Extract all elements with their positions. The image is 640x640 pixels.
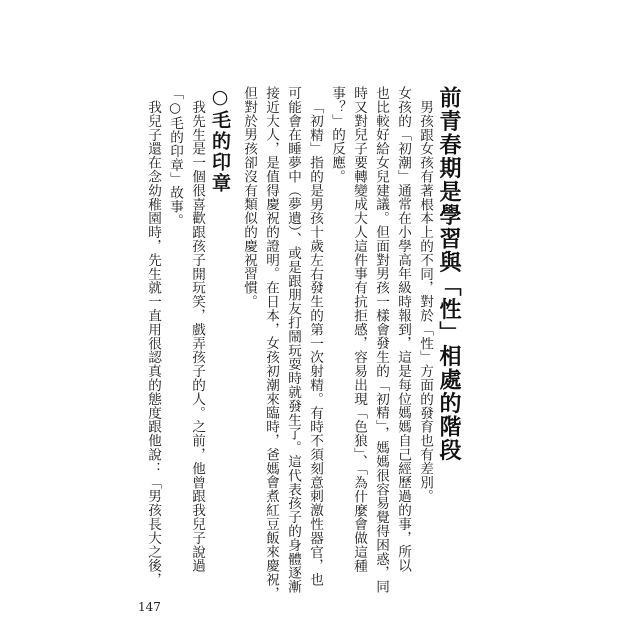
paragraph-line: 我兒子還在念幼稚園時，先生就一直用很認真的態度跟他說：「男孩長大之後， — [145, 100, 161, 587]
paragraph-line: 我先生是一個很喜歡跟孩子開玩笑，戲弄孩子的人。之前，他曾跟我兒子說過 — [189, 100, 205, 573]
paragraph-line: 可能會在睡夢中（夢遺）、或是跟朋友打鬧玩耍時就發生了。這代表孩子的身體逐漸 — [285, 86, 301, 594]
subheading: ○毛的印章 — [209, 86, 231, 194]
section-heading: 前青春期是學習與「性」相處的階段 — [436, 86, 461, 462]
paragraph-line: 「初精」指的是男孩十歲左右發生的第一次射精。有時不須刻意刺激性器官，也 — [307, 100, 323, 587]
paragraph-line: 事？」的反應。 — [329, 86, 345, 184]
paragraph-line: 時又對兒子要轉變成大人這件事有抗拒感，容易出現「色狼」、「為什麼會做這種 — [351, 86, 367, 573]
paragraph-line: 男孩跟女孩有著根本上的不同，對於「性」方面的發育也有差別。 — [417, 100, 433, 504]
paragraph-line: 也比較好給女兒建議。但面對男孩一樣會發生的「初精」，媽媽很容易覺得困惑，同 — [373, 86, 389, 594]
paragraph-line: 但對於男孩卻沒有類似的慶祝習慣。 — [241, 86, 257, 309]
paragraph-line: 女孩的「初潮」通常在小學高年級時報到，這是每位媽媽自己經歷過的事，所以 — [395, 86, 411, 573]
page-number: 147 — [138, 600, 161, 614]
paragraph-line: 「○毛的印章」故事。 — [167, 86, 183, 228]
paragraph-line: 接近大人，是值得慶祝的證明。在日本，女孩初潮來臨時，爸媽會煮紅豆飯來慶祝， — [263, 86, 279, 601]
